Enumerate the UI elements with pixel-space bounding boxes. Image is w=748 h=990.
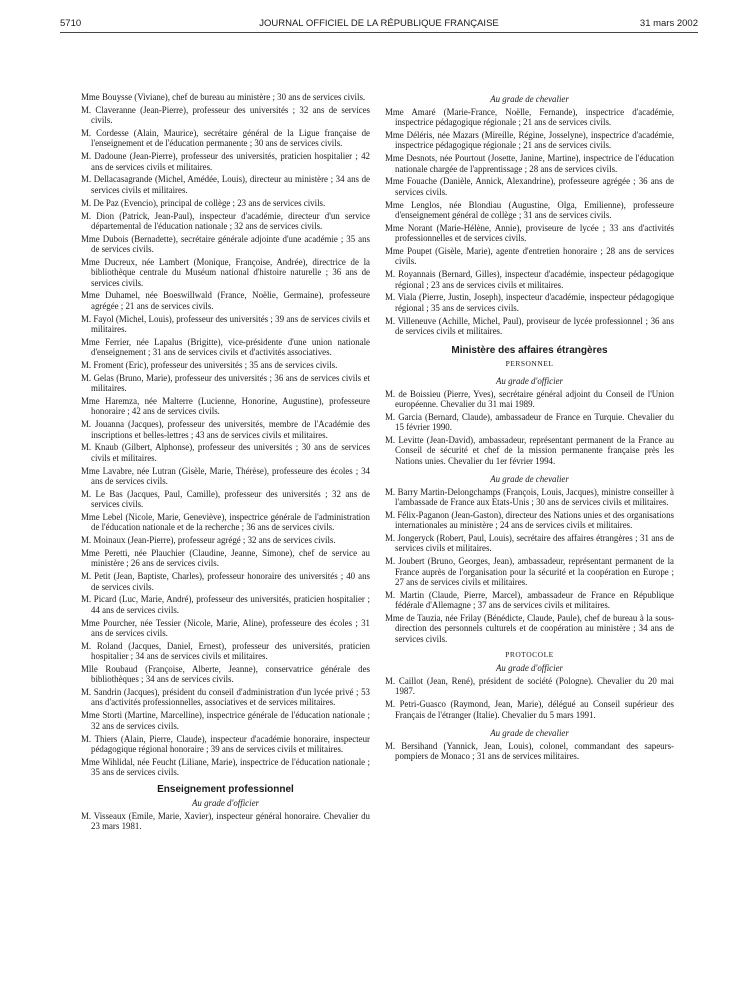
- decoration-entry: M. Roland (Jacques, Daniel, Ernest), professeur des universités, praticien hospitalier ; 34 ans de services civils et militaires.: [81, 640, 370, 662]
- decoration-entry: M. Dellacasagrande (Michel, Amédée, Louis), directeur au ministère ; 34 ans de services civils et militaires.: [81, 174, 370, 195]
- decoration-entry: M. Visseaux (Emile, Marie, Xavier), inspecteur général honoraire. Chevalier du 23 mars 1981.: [81, 810, 370, 831]
- section-title-enseignement-professionnel: Enseignement professionnel: [157, 784, 294, 796]
- page-number: 5710: [60, 18, 82, 29]
- decoration-entry: M. Le Bas (Jacques, Paul, Camille), professeur des universités ; 32 ans de services civils.: [81, 488, 370, 510]
- right-entry-list-5: [385, 741, 674, 762]
- left-entry-list: [81, 92, 370, 777]
- decoration-entry: Mme Ferrier, née Lapalus (Brigitte), vice-présidente d'une union nationale d'enseignement ; 31 ans de services civils et d'activités associatives.: [81, 336, 370, 358]
- decoration-entry: M. Garcia (Bernard, Claude), ambassadeur de France en Turquie. Chevalier du 15 février 1990.: [385, 411, 674, 433]
- grade-heading: Au grade de chevalier: [490, 473, 569, 484]
- decoration-entry: Mme Pourcher, née Tessier (Nicole, Marie, Aline), professeure des écoles ; 31 ans de services civils.: [81, 617, 370, 638]
- section-title-affaires-etrangeres: Ministère des affaires étrangères: [451, 345, 608, 357]
- decoration-entry: Mme Lenglos, née Blondiau (Augustine, Olga, Emilienne), professeure d'enseignement général de collège ; 31 ans de services civils.: [385, 199, 674, 220]
- decoration-entry: M. Petit (Jean, Baptiste, Charles), professeur honoraire des universités ; 40 ans de services civils.: [81, 571, 370, 592]
- decoration-entry: Mme Bouysse (Viviane), chef de bureau au ministère ; 30 ans de services civils.: [81, 92, 366, 102]
- decoration-entry: Mme Poupet (Gisèle, Marie), agente d'entretien honoraire ; 28 ans de services civils.: [385, 246, 674, 267]
- decoration-entry: M. Thiers (Alain, Pierre, Claude), inspecteur d'académie honoraire, inspecteur pédagogique régional honoraire ; 39 ans de services civils et militaires.: [81, 733, 370, 754]
- decoration-entry: M. Gelas (Bruno, Marie), professeur des universités ; 36 ans de services civils et militaires.: [81, 372, 370, 394]
- decoration-entry: Mme Storti (Martine, Marcelline), inspectrice générale de l'éducation nationale ; 32 ans de services civils.: [81, 710, 370, 731]
- grade-heading: Au grade d'officier: [496, 663, 563, 674]
- decoration-entry: M. Cordesse (Alain, Maurice), secrétaire général de la Ligue française de l'enseignement et de l'éducation permanente ; 30 ans de services civils.: [81, 128, 370, 149]
- decoration-entry: Mme Peretti, née Plauchier (Claudine, Jeanne, Simone), chef de service au ministère ; 26 ans de services civils.: [81, 548, 370, 569]
- subsection-protocole: PROTOCOLE: [505, 649, 554, 659]
- right-column: [385, 94, 674, 764]
- right-entry-list-4: [385, 676, 674, 720]
- issue-date: 31 mars 2002: [639, 18, 698, 29]
- decoration-entry: M. Villeneuve (Achille, Michel, Paul), proviseur de lycée professionnel ; 36 ans de services civils et militaires.: [385, 315, 674, 336]
- right-entry-list-2: [385, 389, 674, 466]
- decoration-entry: M. Fayol (Michel, Louis), professeur des universités ; 39 ans de services civils et militaires.: [81, 313, 370, 334]
- decoration-entry: M. Petri-Guasco (Raymond, Jean, Marie), délégué au Conseil supérieur des Français de l'étranger (Italie). Chevalier du 5 mars 1991.: [385, 699, 674, 720]
- grade-heading: Au grade d'officier: [496, 375, 563, 386]
- decoration-entry: M. Claveranne (Jean-Pierre), professeur des universités ; 32 ans de services civils.: [81, 104, 370, 126]
- decoration-entry: M. Jouanna (Jacques), professeur des universités, membre de l'Académie des inscriptions et belles-lettres ; 43 ans de services civils et militaires.: [81, 419, 370, 440]
- right-entry-list-3: [385, 487, 674, 644]
- decoration-entry: M. Sandrin (Jacques), président du conseil d'administration d'un lycée privé ; 53 ans d'activités professionnelles, associatives et de services militaires.: [81, 687, 370, 708]
- decoration-entry: M. de Boissieu (Pierre, Yves), secrétaire général adjoint du Conseil de l'Union européenne. Chevalier du 31 mai 1989.: [385, 388, 674, 409]
- grade-heading: Au grade de chevalier: [490, 727, 569, 738]
- decoration-entry: M. Knaub (Gilbert, Alphonse), professeur des universités ; 30 ans de services civils et militaires.: [81, 442, 370, 463]
- decoration-entry: Mme Wihlidal, née Feucht (Liliane, Marie), inspectrice de l'éducation nationale ; 35 ans de services civils.: [81, 756, 370, 778]
- decoration-entry: Mme Lavabre, née Lutran (Gisèle, Marie, Thérèse), professeure des écoles ; 34 ans de services civils.: [81, 465, 370, 486]
- decoration-entry: Mme Lebel (Nicole, Marie, Geneviève), inspectrice générale de l'administration de l'éducation nationale et de la recherche ; 36 ans de services civils.: [81, 511, 370, 533]
- decoration-entry: M. Dion (Patrick, Jean-Paul), inspecteur d'académie, directeur d'un service départemental de l'éducation nationale ; 32 ans de services civils.: [81, 210, 370, 231]
- subsection-personnel: PERSONNEL: [505, 359, 554, 369]
- decoration-entry: M. Royannais (Bernard, Gilles), inspecteur d'académie, inspecteur pédagogique régional ; 23 ans de services civils et militaires.: [385, 269, 674, 290]
- decoration-entry: Mme Fouache (Danièle, Annick, Alexandrine), professeure agrégée ; 36 ans de services civils.: [385, 176, 674, 197]
- decoration-entry: Mme Ducreux, née Lambert (Monique, Françoise, Andrée), directrice de la bibliothèque centrale du Muséum national d'histoire naturelle ; 36 ans de services civils.: [81, 256, 370, 288]
- left-entry-list-2: [81, 811, 370, 832]
- decoration-entry: M. Levitte (Jean-David), ambassadeur, représentant permanent de la France au Conseil de sécurité et chef de la mission permanente française près les Nations unies. Chevalier du 1er février 1994.: [385, 435, 674, 466]
- decoration-entry: Mme Norant (Marie-Hélène, Annie), proviseure de lycée ; 33 ans d'activités professionnelles et de services civils.: [385, 222, 674, 244]
- decoration-entry: Mme Duhamel, née Boeswillwald (France, Noëlie, Germaine), professeure agrégée ; 21 ans de services civils.: [81, 290, 370, 311]
- decoration-entry: M. Froment (Eric), professeur des universités ; 35 ans de services civils.: [81, 359, 338, 370]
- decoration-entry: Mme Déléris, née Mazars (Mireille, Régine, Josselyne), inspectrice d'académie, inspectrice pédagogique régionale ; 21 ans de services civils.: [385, 130, 674, 151]
- left-column: [81, 92, 370, 834]
- header-rule: [60, 32, 698, 33]
- decoration-entry: M. Barry Martin-Delongchamps (François, Louis, Jacques), ministre conseiller à l'ambassade de France aux Etats-Unis ; 30 ans de services civils et militaires.: [385, 486, 674, 508]
- decoration-entry: M. Bersihand (Yannick, Jean, Louis), colonel, commandant des sapeurs-pompiers de Monaco ; 31 ans de services militaires.: [385, 740, 674, 762]
- decoration-entry: Mme Dubois (Bernadette), secrétaire générale adjointe d'une académie ; 35 ans de services civils.: [81, 233, 370, 255]
- decoration-entry: Mme Amaré (Marie-France, Noëlle, Fernande), inspectrice d'académie, inspectrice pédagogique régionale ; 21 ans de services civils.: [385, 106, 674, 128]
- decoration-entry: M. Joubert (Bruno, Georges, Jean), ambassadeur, représentant permanent de la France auprès de l'organisation pour la sécurité et la coopération en Europe ; 27 ans de services civils et militaires.: [385, 556, 674, 587]
- decoration-entry: M. Picard (Luc, Marie, André), professeur des universités, praticien hospitalier ; 44 ans de services civils.: [81, 594, 370, 615]
- decoration-entry: M. Viala (Pierre, Justin, Joseph), inspecteur d'académie, inspecteur pédagogique régional ; 35 ans de services civils.: [385, 292, 674, 313]
- decoration-entry: M. Caillot (Jean, René), président de société (Pologne). Chevalier du 20 mai 1987.: [385, 676, 674, 697]
- decoration-entry: Mlle Roubaud (Françoise, Alberte, Jeanne), conservatrice générale des bibliothèques ; 34 ans de services civils.: [81, 663, 370, 685]
- decoration-entry: Mme Desnots, née Pourtout (Josette, Janine, Martine), inspectrice de l'éducation nationale chargée de l'apprentissage ; 28 ans de services civils.: [385, 153, 674, 174]
- decoration-entry: M. Dadoune (Jean-Pierre), professeur des universités, praticien hospitalier ; 42 ans de services civils et militaires.: [81, 151, 370, 172]
- journal-title: JOURNAL OFFICIEL DE LA RÉPUBLIQUE FRANÇAISE: [259, 18, 499, 29]
- grade-heading: Au grade de chevalier: [490, 94, 569, 104]
- decoration-entry: Mme de Tauzia, née Frilay (Bénédicte, Claude, Paule), chef de bureau à la sous-direction des personnels culturels et de coopération au ministère ; 34 ans de services civils.: [385, 613, 674, 644]
- decoration-entry: M. Jongeryck (Robert, Paul, Louis), secrétaire des affaires étrangères ; 31 ans de services civils et militaires.: [385, 533, 674, 554]
- right-entry-list-1: [385, 107, 674, 336]
- grade-heading: Au grade d'officier: [192, 797, 259, 808]
- decoration-entry: Mme Haremza, née Malterre (Lucienne, Honorine, Augustine), professeure honoraire ; 42 ans de services civils.: [81, 396, 370, 417]
- decoration-entry: M. Moinaux (Jean-Pierre), professeur agrégé ; 32 ans de services civils.: [81, 535, 336, 546]
- decoration-entry: M. Martin (Claude, Pierre, Marcel), ambassadeur de France en République fédérale d'Allemagne ; 37 ans de services civils et militaires.: [385, 589, 674, 611]
- decoration-entry: M. De Paz (Evencio), principal de collège ; 23 ans de services civils.: [81, 197, 326, 208]
- decoration-entry: M. Félix-Paganon (Jean-Gaston), directeur des Nations unies et des organisations internationales au ministère ; 24 ans de services civils et militaires.: [385, 510, 674, 531]
